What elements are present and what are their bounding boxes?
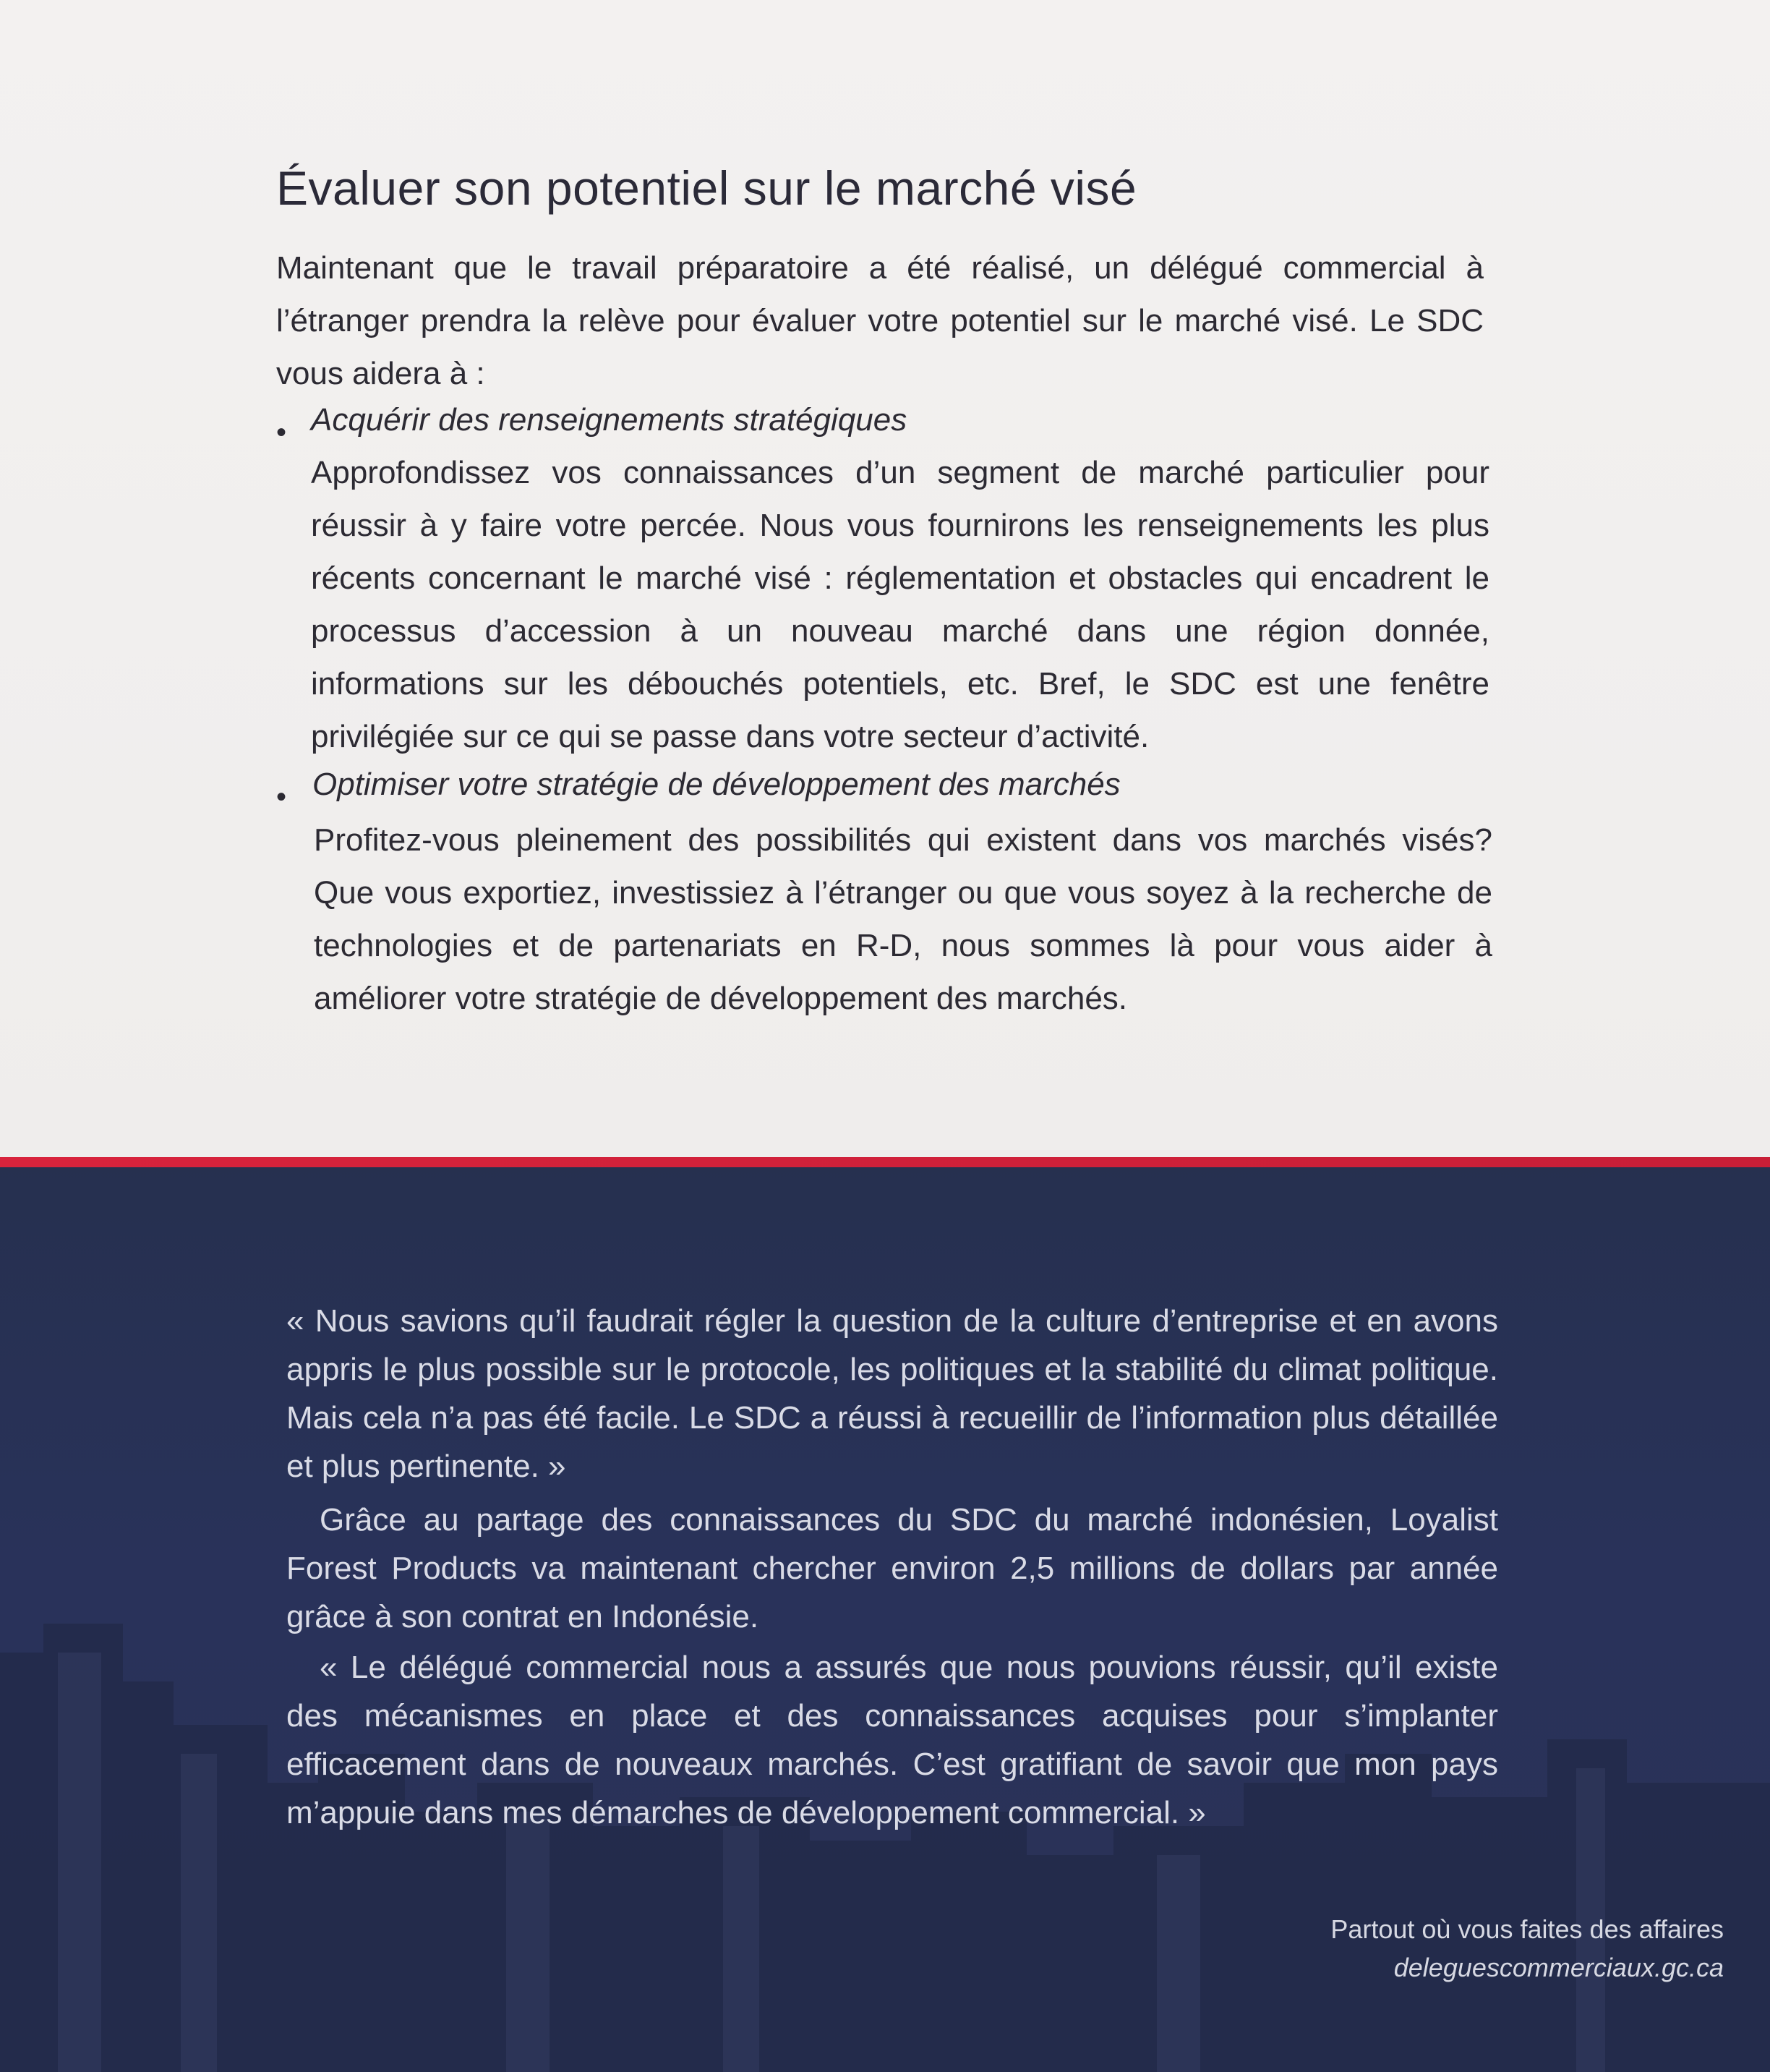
testimonial-quote-2: « Le délégué commercial nous a assurés que nous pouvions réussir, qu’il existe des mécanismes en place et des connaissances acquises pour s’implanter efficacement dans de nouveaux marchés. C’est gratifiant de savoir que mon pays m’appuie dans mes démarches de développement commercial. » — [286, 1650, 1498, 1830]
section-title: Évaluer son potentiel sur le marché visé — [276, 161, 1137, 215]
bullet-text-market-strategy: Profitez-vous pleinement des possibilités qui existent dans vos marchés visés? Que vous exportiez, investissiez à l’étranger ou que vous soyez à la recherche de technologies et de partenariats en R-D, nous sommes là pour vous aider à améliorer votre stratégie de développement des marchés. — [314, 822, 1492, 1016]
footer-tagline: Partout où vous faites des affaires — [1330, 1914, 1724, 1944]
bullet-text-strategic-intelligence: Approfondissez vos connaissances d’un segment de marché particulier pour réussir à y faire votre percée. Nous vous fournirons les renseignements les plus récents concernant le marché visé : réglementation et obstacles qui encadrent le processus d’accession à un nouveau marché dans une région donnée, informations sur les débouchés potentiels, etc. Bref, le SDC est une fenêtre privilégiée sur ce qui se passe dans votre secteur d’activité. — [311, 455, 1489, 754]
testimonial-paragraph-2: Grâce au partage des connaissances du SDC du marché indonésien, Loyalist Forest Products va maintenant chercher environ 2,5 millions de dollars par année grâce à son contrat en Indonésie. — [286, 1502, 1498, 1634]
accent-stripe — [0, 1157, 1770, 1167]
bullet-title-market-strategy: Optimiser votre stratégie de développement des marchés — [312, 767, 1121, 802]
testimonial-quote-1: « Nous savions qu’il faudrait régler la question de la culture d’entreprise et en avons appris le plus possible sur le protocole, les politiques et la stabilité du climat politique. Mais cela n’a pas été facile. Le SDC a réussi à recueillir de l’information plus détaillée et plus pertinente. » — [286, 1303, 1498, 1484]
footer-website-link[interactable]: deleguescommerciaux.gc.ca — [1393, 1953, 1724, 1982]
bullet-marker: • — [276, 781, 287, 813]
bullet-title-strategic-intelligence: Acquérir des renseignements stratégiques — [311, 402, 907, 438]
bullet-marker: • — [276, 417, 287, 448]
intro-paragraph: Maintenant que le travail préparatoire a été réalisé, un délégué commercial à l’étranger prendra la relève pour évaluer votre potentiel sur le marché visé. Le SDC vous aidera à : — [276, 250, 1484, 391]
